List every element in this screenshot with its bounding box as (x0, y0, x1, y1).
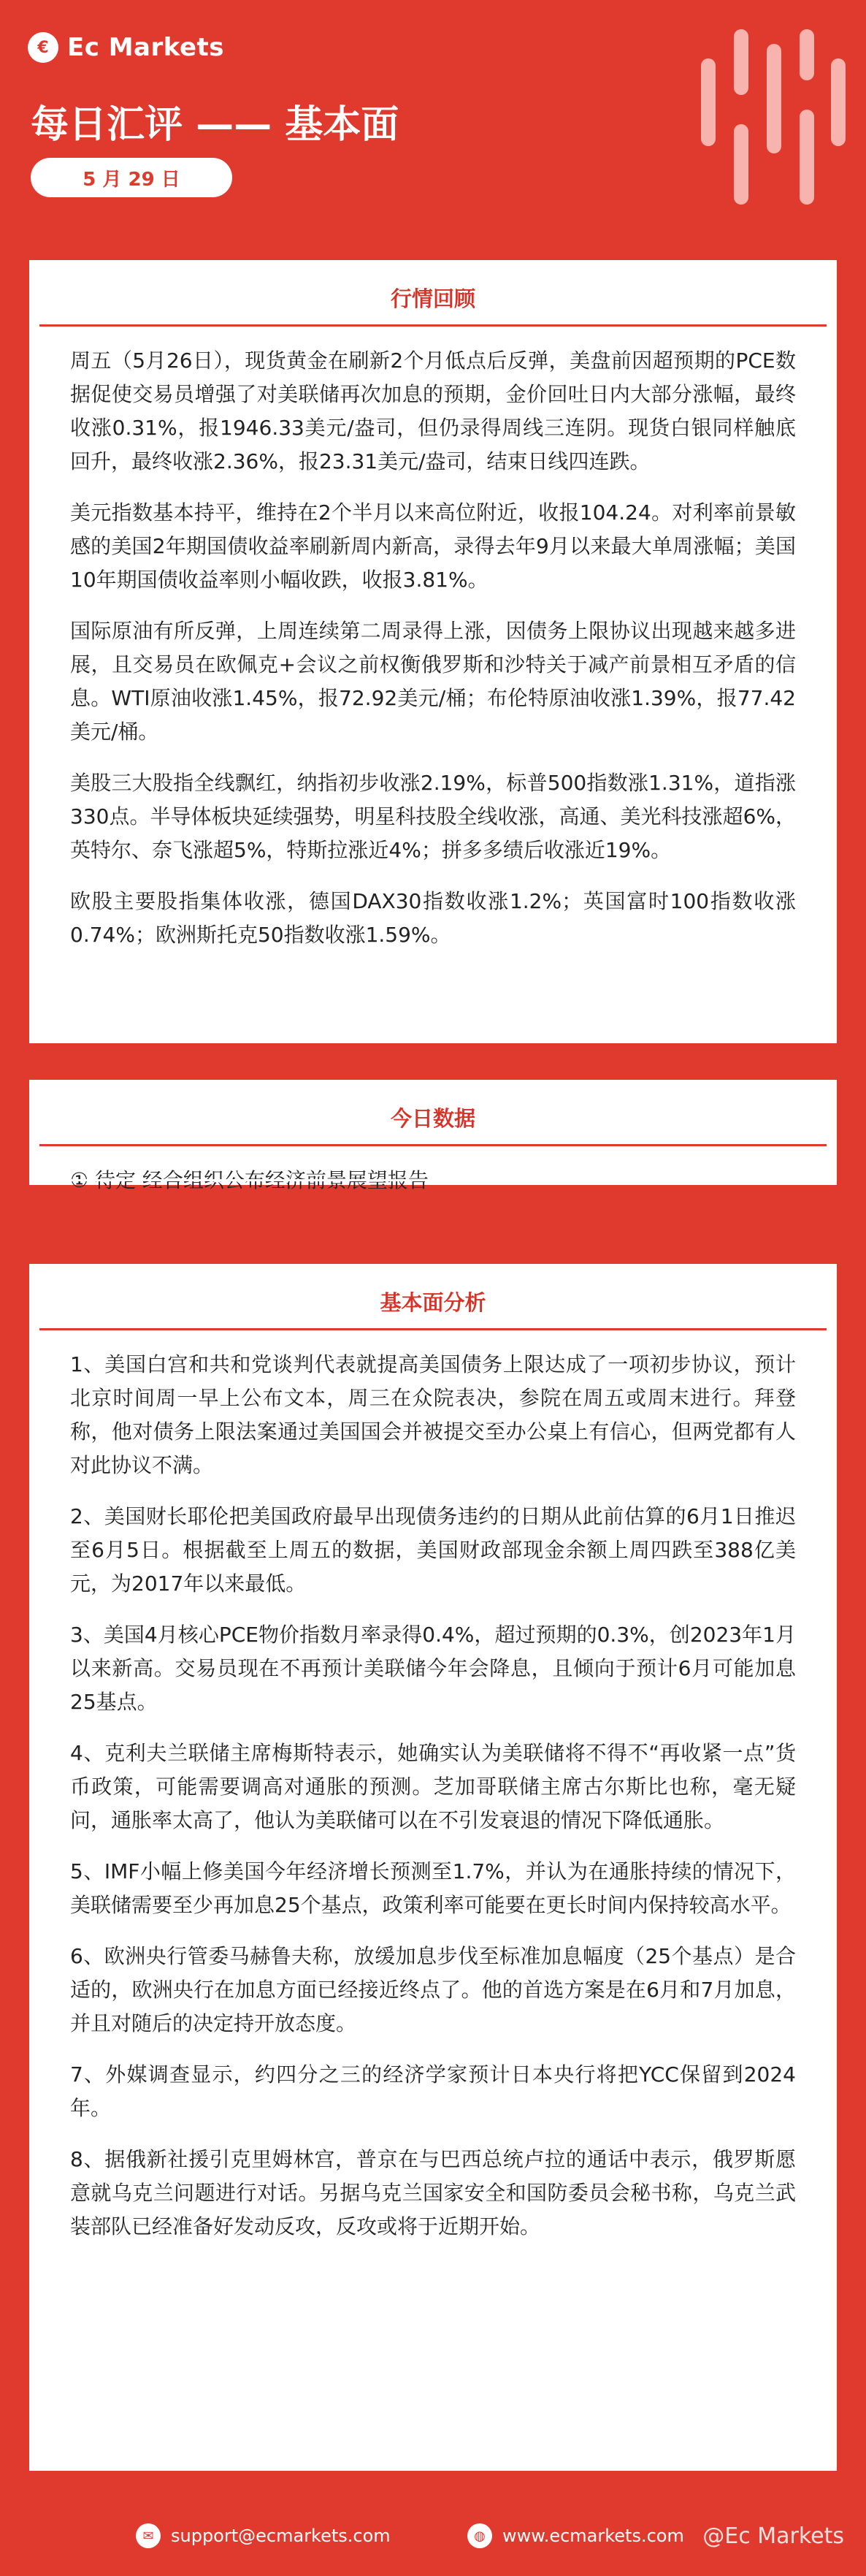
page-header (0, 0, 866, 241)
analysis-item-1: 1、美国白宫和共和党谈判代表就提高美国债务上限达成了一项初步协议，预计北京时间周一早上公布文本，周三在众院表决，参院在周五或周末进行。拜登称，他对债务上限法案通过美国国会并被提交至办公桌上有信心，但两党都有人对此协议不满。 (70, 1352, 796, 1477)
section-title: 今日数据 (39, 1090, 827, 1146)
decorative-bars-icon (701, 29, 847, 205)
fundamentals-section (26, 1261, 840, 2474)
analysis-item-8: 8、据俄新社援引克里姆林宫，普京在与巴西总统卢拉的通话中表示，俄罗斯愿意就乌克兰问题进行对话。另据乌克兰国家安全和国防委员会秘书称，乌克兰武装部队已经准备好发动反攻，反攻或将于近期开始。 (70, 2147, 796, 2238)
mail-icon: ✉ (136, 2523, 161, 2548)
section-title: 行情回顾 (39, 270, 827, 327)
analysis-item-3: 3、美国4月核心PCE物价指数月率录得0.4%，超过预期的0.3%，创2023年1月以来新高。交易员现在不再预计美联储今年会降息，且倾向于预计6月可能加息25基点。 (70, 1623, 796, 1714)
analysis-item-5: 5、IMF小幅上修美国今年经济增长预测至1.7%，并认为在通胀持续的情况下，美联储需要至少再加息25个基点，政策利率可能要在更长时间内保持较高水平。 (70, 1859, 796, 1917)
email-link[interactable]: support@ecmarkets.com (171, 2526, 391, 2546)
brand-logo (28, 32, 224, 63)
footer-email[interactable] (136, 2523, 391, 2548)
brand-name: Ec Markets (67, 33, 225, 62)
date-badge: 5 月 29 日 (31, 158, 232, 197)
page-title: 每日汇评 —— 基本面 (31, 103, 399, 147)
footer-website[interactable] (467, 2523, 684, 2548)
review-paragraph-4: 美股三大股指全线飘红，纳指初步收涨2.19%，标普500指数涨1.31%，道指涨330点。半导体板块延续强势，明星科技股全线收涨，高通、美光科技涨超6%，英特尔、奈飞涨超5%，特斯拉涨近4%；拼多多绩后收涨近19%。 (70, 771, 796, 862)
market-review-section (26, 257, 840, 1046)
review-paragraph-3: 国际原油有所反弹，上周连续第二周录得上涨，因债务上限协议出现越来越多进展，且交易员在欧佩克+会议之前权衡俄罗斯和沙特关于减产前景相互矛盾的信息。WTI原油收涨1.45%，报72.92美元/桶；布伦特原油收涨1.39%，报77.42美元/桶。 (70, 619, 796, 744)
today-data-section (26, 1077, 840, 1192)
globe-icon: ◍ (467, 2523, 492, 2548)
section-title: 基本面分析 (39, 1274, 827, 1330)
watermark: @Ec Markets (702, 2523, 844, 2549)
analysis-item-6: 6、欧洲央行管委马赫鲁夫称，放缓加息步伐至标准加息幅度（25个基点）是合适的，欧洲央行在加息方面已经接近终点了。他的首选方案是在6月和7月加息，并且对随后的决定持开放态度。 (70, 1944, 796, 2035)
analysis-item-2: 2、美国财长耶伦把美国政府最早出现债务违约的日期从此前估算的6月1日推迟至6月5日。根据截至上周五的数据，美国财政部现金余额上周四跌至388亿美元，为2017年以来最低。 (70, 1504, 796, 1596)
analysis-item-7: 7、外媒调查显示，约四分之三的经济学家预计日本央行将把YCC保留到2024年。 (70, 2062, 796, 2120)
ec-logo-icon: € (28, 32, 58, 63)
data-item-1: ① 待定 经合组织公布经济前景展望报告 (70, 1168, 429, 1192)
review-paragraph-1: 周五（5月26日），现货黄金在刷新2个月低点后反弹，美盘前因超预期的PCE数据促使交易员增强了对美联储再次加息的预期，金价回吐日内大部分涨幅，最终收涨0.31%，报1946.33美元/盎司，但仍录得周线三连阴。现货白银同样触底回升，最终收涨2.36%，报23.31美元/盎司，结束日线四连跌。 (70, 348, 796, 473)
page-footer (0, 2499, 866, 2576)
review-paragraph-2: 美元指数基本持平，维持在2个半月以来高位附近，收报104.24。对利率前景敏感的美国2年期国债收益率刷新周内新高，录得去年9月以来最大单周涨幅；美国10年期国债收益率则小幅收跌，收报3.81%。 (70, 500, 796, 592)
analysis-item-4: 4、克利夫兰联储主席梅斯特表示，她确实认为美联储将不得不“再收紧一点”货币政策，可能需要调高对通胀的预测。芝加哥联储主席古尔斯比也称，毫无疑问，通胀率太高了，他认为美联储可以在不引发衰退的情况下降低通胀。 (70, 1741, 796, 1832)
website-link[interactable]: www.ecmarkets.com (502, 2526, 684, 2546)
review-paragraph-5: 欧股主要股指集体收涨，德国DAX30指数收涨1.2%；英国富时100指数收涨0.74%；欧洲斯托克50指数收涨1.59%。 (70, 889, 796, 947)
